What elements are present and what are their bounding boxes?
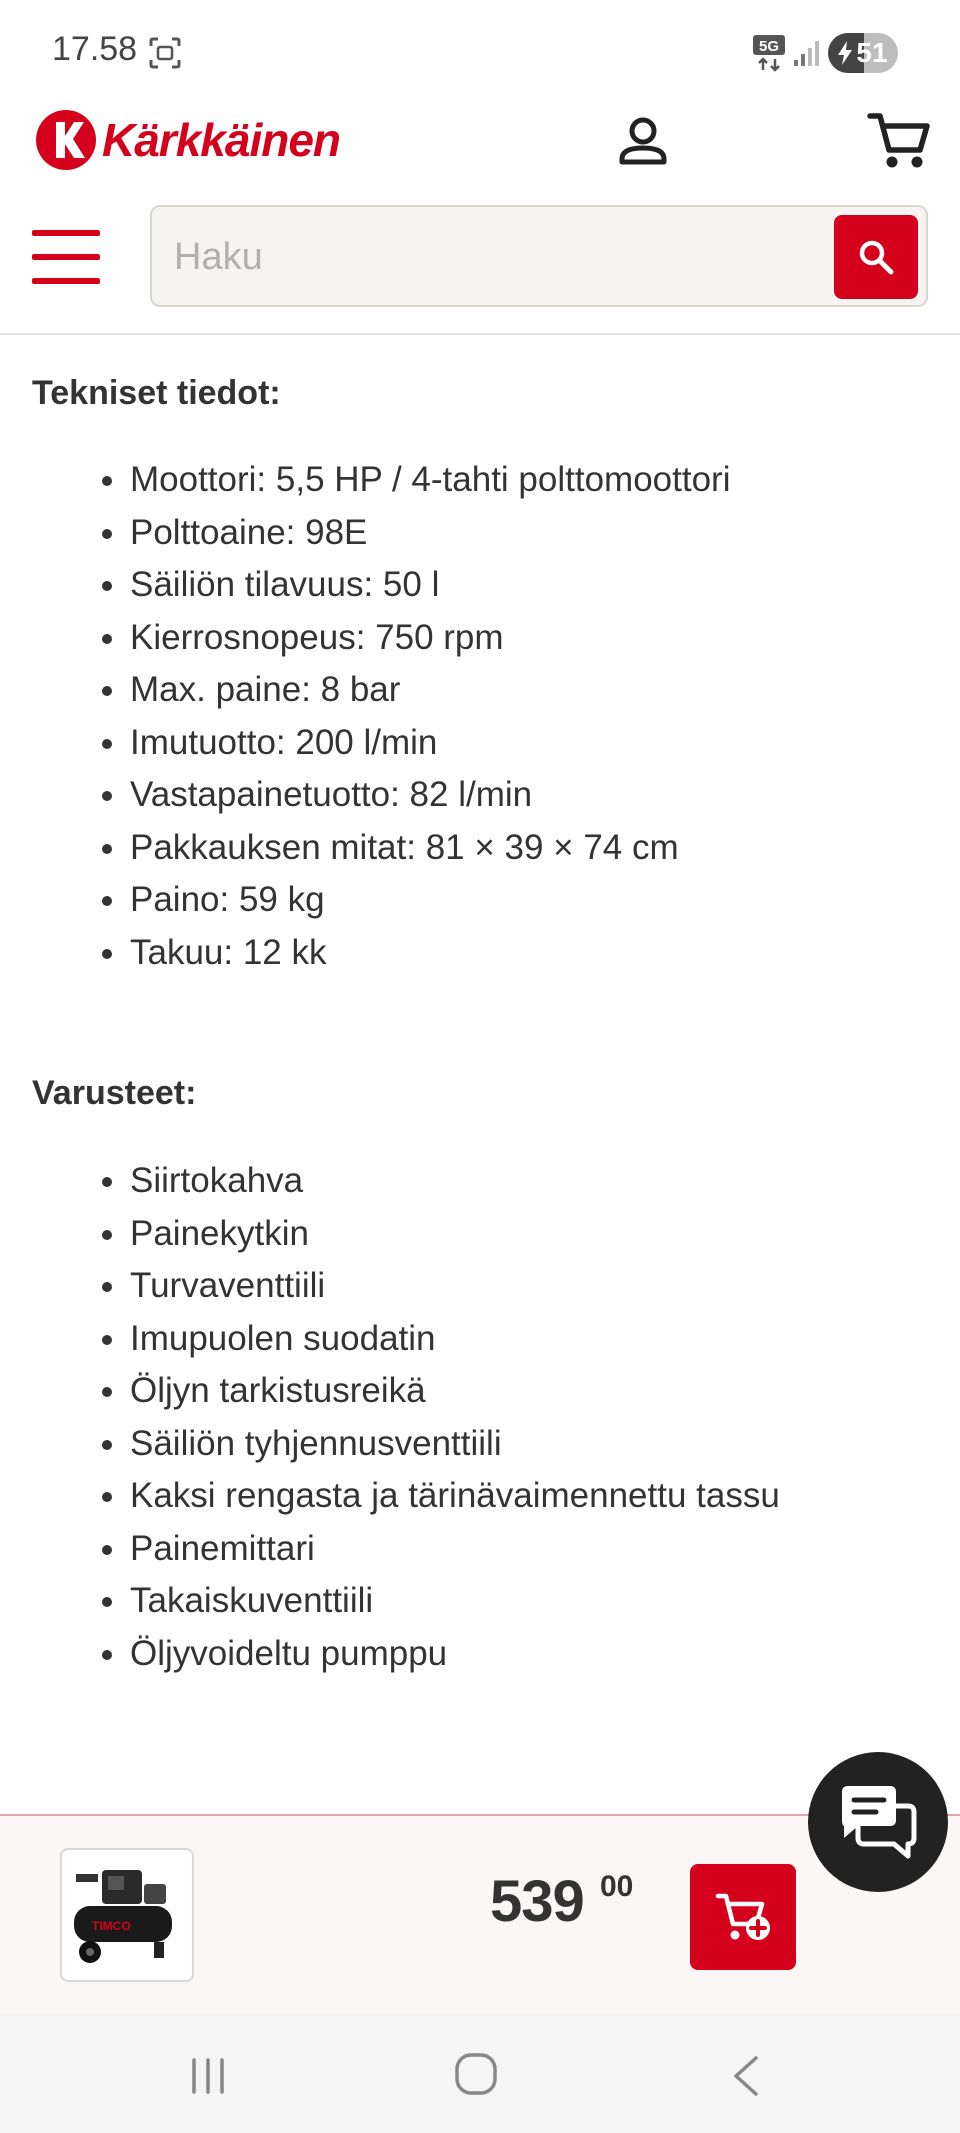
- product-price: [490, 1868, 660, 1948]
- list-item: Paino: 59 kg: [0, 874, 730, 927]
- list-item: Polttoaine: 98E: [0, 507, 730, 560]
- search-input[interactable]: [172, 227, 756, 287]
- user-icon[interactable]: [610, 108, 676, 174]
- home-icon[interactable]: [454, 2052, 498, 2096]
- list-item: Pakkauksen mitat: 81 × 39 × 74 cm: [0, 822, 730, 875]
- list-item: Turvaventtiili: [0, 1260, 780, 1313]
- product-brand-label: TIMCO: [92, 1919, 131, 1933]
- system-navigation-bar: [0, 2014, 960, 2133]
- price-integer: 539: [490, 1869, 584, 1934]
- list-item: Kierrosnopeus: 750 rpm: [0, 612, 730, 665]
- section-title-specs: Tekniset tiedot:: [32, 374, 281, 412]
- status-time: 17.58: [52, 30, 138, 68]
- battery-indicator: [828, 33, 898, 73]
- cart-plus-icon: [714, 1888, 772, 1946]
- battery-percent: 51: [856, 37, 888, 68]
- list-item: Säiliön tyhjennusventtiili: [0, 1418, 780, 1471]
- price-decimals: 00: [600, 1870, 634, 1903]
- status-bar: [0, 0, 960, 100]
- list-item: Takaiskuventtiili: [0, 1575, 780, 1628]
- chat-bubbles-icon: [838, 1784, 918, 1860]
- list-item: Öljyvoideltu pumppu: [0, 1628, 780, 1681]
- chat-button[interactable]: [808, 1752, 948, 1892]
- search-button[interactable]: [834, 215, 918, 299]
- network-label: 5G: [758, 38, 780, 55]
- compressor-image: [62, 1850, 192, 1980]
- section-title-accessories: Varusteet:: [32, 1074, 197, 1112]
- list-item: Säiliön tilavuus: 50 l: [0, 559, 730, 612]
- search-bar: [150, 205, 928, 307]
- list-item: Kaksi rengasta ja tärinävaimennettu tassu: [0, 1470, 780, 1523]
- recent-apps-icon[interactable]: [188, 2056, 228, 2096]
- karkkainen-logo[interactable]: [36, 108, 396, 172]
- list-item: Max. paine: 8 bar: [0, 664, 730, 717]
- list-item: Moottori: 5,5 HP / 4-tahti polttomoottori: [0, 454, 730, 507]
- list-item: Vastapainetuotto: 82 l/min: [0, 769, 730, 822]
- list-item: Imupuolen suodatin: [0, 1313, 780, 1366]
- logo-text: Kärkkäinen: [102, 114, 341, 166]
- site-header: [0, 100, 960, 335]
- product-thumbnail[interactable]: [60, 1848, 194, 1982]
- add-to-cart-button[interactable]: [690, 1864, 796, 1970]
- screenshot-icon: [148, 36, 182, 70]
- hamburger-menu-icon[interactable]: [32, 230, 102, 284]
- list-item: Siirtokahva: [0, 1155, 780, 1208]
- list-item: Painekytkin: [0, 1208, 780, 1261]
- list-item: Öljyn tarkistusreikä: [0, 1365, 780, 1418]
- list-item: Painemittari: [0, 1523, 780, 1576]
- shopping-cart-icon[interactable]: [864, 106, 934, 176]
- back-icon[interactable]: [728, 2054, 764, 2098]
- search-icon: [856, 237, 896, 277]
- accessories-list: [0, 1155, 780, 1680]
- specs-list: [0, 454, 730, 979]
- list-item: Imutuotto: 200 l/min: [0, 717, 730, 770]
- list-item: Takuu: 12 kk: [0, 927, 730, 980]
- signal-strength-icon: [792, 38, 822, 68]
- network-5g-icon: [752, 34, 786, 72]
